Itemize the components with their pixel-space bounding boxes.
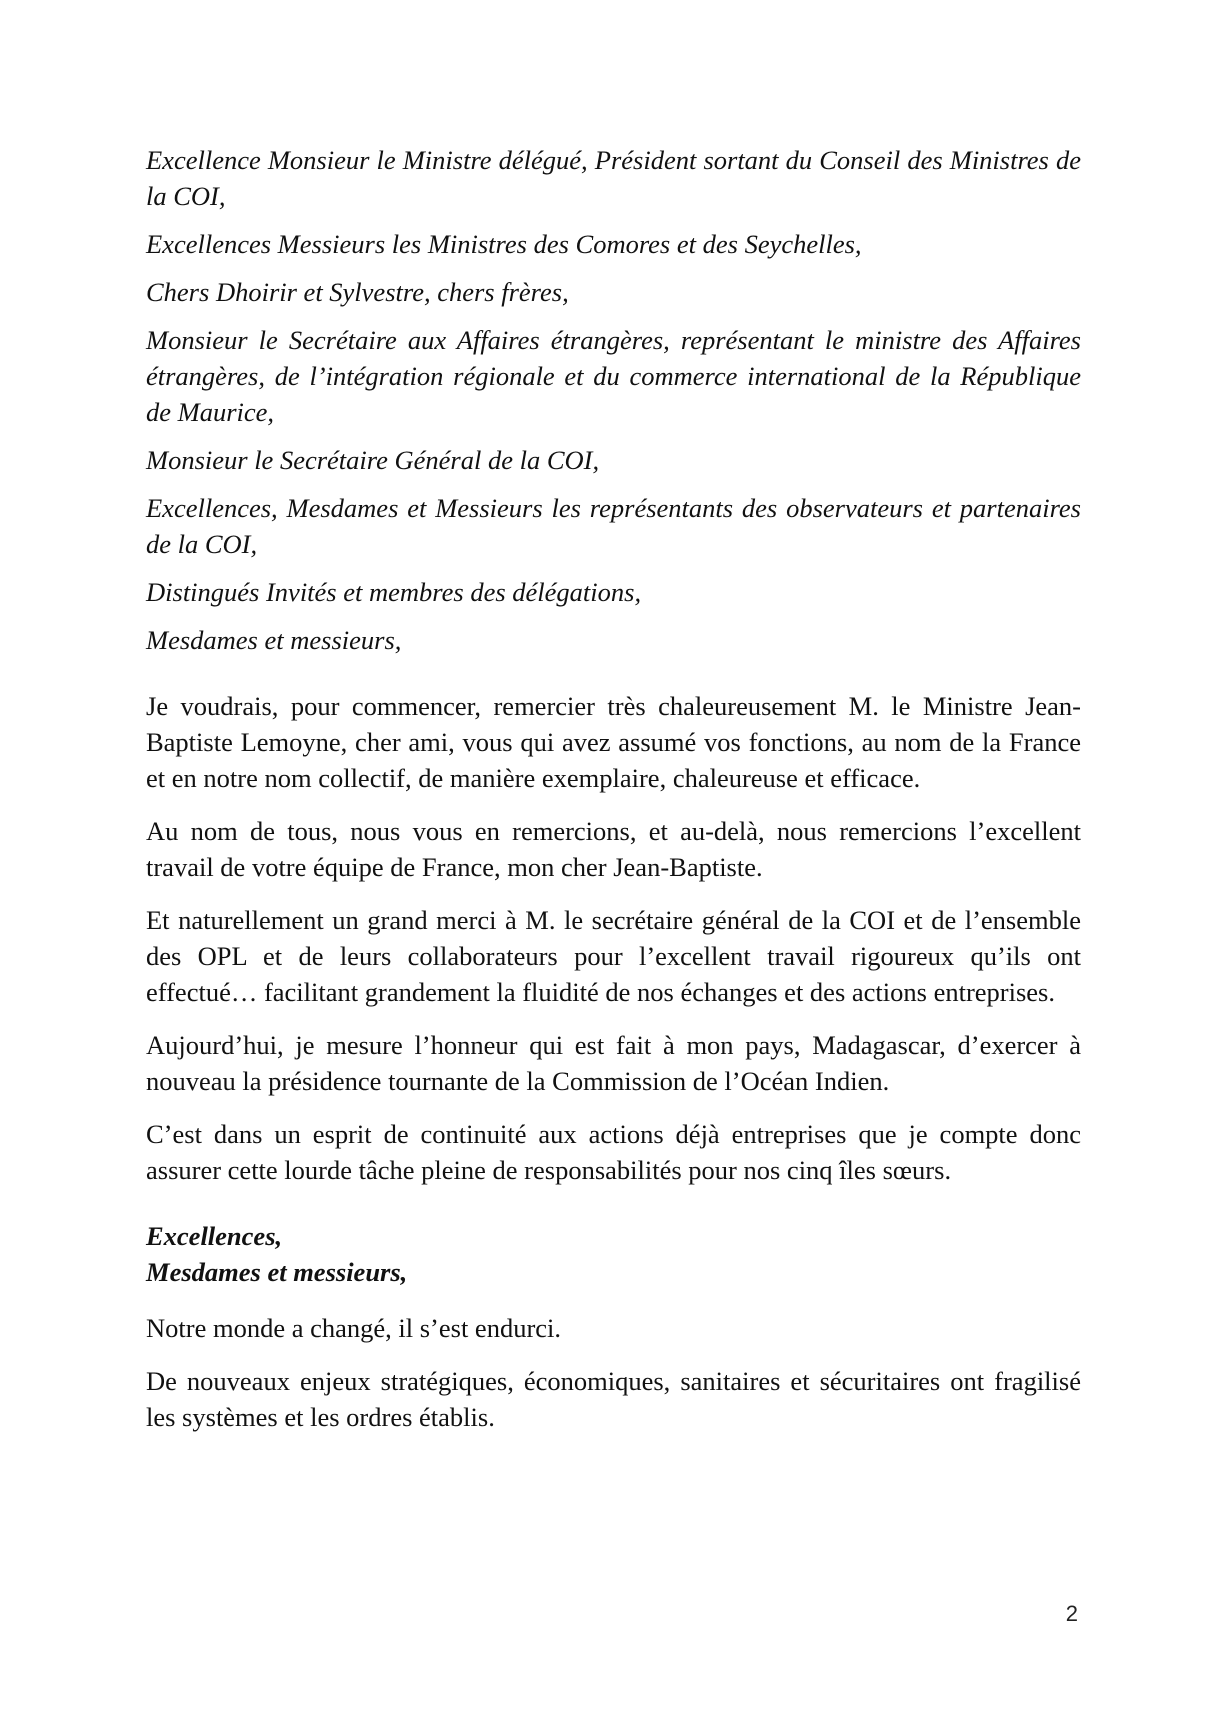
- page-content: [146, 142, 1081, 1452]
- section-heading: [146, 1218, 1081, 1290]
- salutation-line: Chers Dhoirir et Sylvestre, chers frères,: [146, 277, 569, 307]
- salutation-line: Excellences Messieurs les Ministres des Comores et des Seychelles,: [146, 229, 862, 259]
- salutation-line: Mesdames et messieurs,: [146, 625, 402, 655]
- heading-line-1: Excellences,: [146, 1221, 283, 1251]
- salutation-line: Monsieur le Secrétaire aux Affaires étrangères, représentant le ministre des Affaires étrangères, de l’intégration régionale et du commerce international de la République de Maurice,: [146, 325, 1081, 427]
- heading-line-2: Mesdames et messieurs,: [146, 1257, 408, 1287]
- salutation-line: Monsieur le Secrétaire Général de la COI,: [146, 445, 600, 475]
- body-paragraph: Aujourd’hui, je mesure l’honneur qui est fait à mon pays, Madagascar, d’exercer à nouveau la présidence tournante de la Commission de l’Océan Indien.: [146, 1030, 1081, 1096]
- body-paragraph: Au nom de tous, nous vous en remercions, et au-delà, nous remercions l’excellent travail de votre équipe de France, mon cher Jean-Baptiste.: [146, 816, 1081, 882]
- body-paragraph: C’est dans un esprit de continuité aux actions déjà entreprises que je compte donc assurer cette lourde tâche pleine de responsabilités pour nos cinq îles sœurs.: [146, 1119, 1081, 1185]
- page-number: 2: [1065, 1601, 1078, 1626]
- salutation-line: Distingués Invités et membres des délégations,: [146, 577, 642, 607]
- salutation-line: Excellences, Mesdames et Messieurs les représentants des observateurs et partenaires de la COI,: [146, 493, 1081, 559]
- body-paragraph: Notre monde a changé, il s’est endurci.: [146, 1313, 562, 1343]
- salutation-line: Excellence Monsieur le Ministre délégué, Président sortant du Conseil des Ministres de la COI,: [146, 145, 1081, 211]
- body-paragraph: Et naturellement un grand merci à M. le secrétaire général de la COI et de l’ensemble des OPL et de leurs collaborateurs pour l’excellent travail rigoureux qu’ils ont effectué… facilitant grandement la fluidité de nos échanges et des actions entreprises.: [146, 905, 1081, 1007]
- body-paragraph: Je voudrais, pour commencer, remercier très chaleureusement M. le Ministre Jean-Baptiste Lemoyne, cher ami, vous qui avez assumé vos fonctions, au nom de la France et en notre nom collectif, de manière exemplaire, chaleureuse et efficace.: [146, 691, 1081, 793]
- body-paragraph: De nouveaux enjeux stratégiques, économiques, sanitaires et sécuritaires ont fragilisé les systèmes et les ordres établis.: [146, 1366, 1081, 1432]
